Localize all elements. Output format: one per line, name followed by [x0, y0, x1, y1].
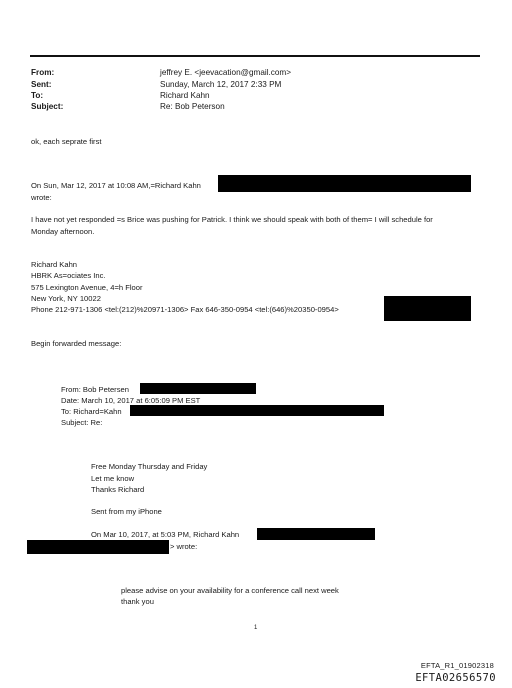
from-label: From:	[31, 68, 55, 77]
forward-date: Date: March 10, 2017 at 6:05:09 PM EST	[61, 396, 201, 405]
signature-city: New York, NY 10022	[31, 294, 101, 303]
header-divider	[30, 55, 480, 57]
forward-from: From: Bob Petersen	[61, 385, 129, 394]
forwarded-message-label: Begin forwarded message:	[31, 339, 122, 348]
message-paragraph-line-1: I have not yet responded =s Brice was pushing for Patrick. I think we should speak with both of them= I will schedule for	[31, 215, 433, 224]
deep-line-1: please advise on your availability for a conference call next week	[121, 586, 339, 595]
bates-number-secondary: EFTA02656570	[415, 672, 496, 684]
reply-text: ok, each seprate first	[31, 137, 102, 146]
redaction-box	[140, 383, 256, 394]
sent-label: Sent:	[31, 80, 52, 89]
from-value: jeffrey E. <jeevacation@gmail.com>	[160, 68, 292, 77]
inner-line-1: Free Monday Thursday and Friday	[91, 462, 208, 471]
deep-line-2: thank you	[121, 597, 154, 606]
inner-line-3: Thanks Richard	[91, 485, 145, 494]
signature-name: Richard Kahn	[31, 260, 78, 269]
signature-phone: Phone 212-971-1306 <tel:(212)%20971-1306> Fax 646-350-0954 <tel:(646)%20350-0954>	[31, 305, 339, 314]
redaction-box	[27, 540, 169, 554]
redaction-box	[218, 175, 471, 192]
redaction-box	[384, 296, 471, 321]
page-number: 1	[254, 625, 258, 631]
subject-value: Re: Bob Peterson	[160, 102, 225, 111]
signature-company: HBRK As=ociates Inc.	[31, 271, 106, 280]
redaction-box	[130, 405, 384, 416]
forward-subject: Subject: Re:	[61, 418, 103, 427]
to-label: To:	[31, 91, 44, 100]
message-paragraph-line-2: Monday afternoon.	[31, 227, 95, 236]
inner-quote-wrote: > wrote:	[170, 542, 198, 551]
subject-label: Subject:	[31, 102, 64, 111]
quote-intro-wrote: wrote:	[31, 193, 52, 202]
sent-value: Sunday, March 12, 2017 2:33 PM	[160, 80, 282, 89]
forward-to: To: Richard=Kahn	[61, 407, 122, 416]
redaction-box	[257, 528, 375, 540]
quote-intro-line: On Sun, Mar 12, 2017 at 10:08 AM,=Richard Kahn	[31, 181, 201, 190]
inner-quote-intro: On Mar 10, 2017, at 5:03 PM, Richard Kahn	[91, 530, 240, 539]
inner-line-2: Let me know	[91, 474, 135, 483]
to-value: Richard Kahn	[160, 91, 210, 100]
inner-sent-from: Sent from my iPhone	[91, 507, 162, 516]
bates-number-primary: EFTA_R1_01902318	[420, 661, 494, 670]
signature-address: 575 Lexington Avenue, 4=h Floor	[31, 283, 143, 292]
